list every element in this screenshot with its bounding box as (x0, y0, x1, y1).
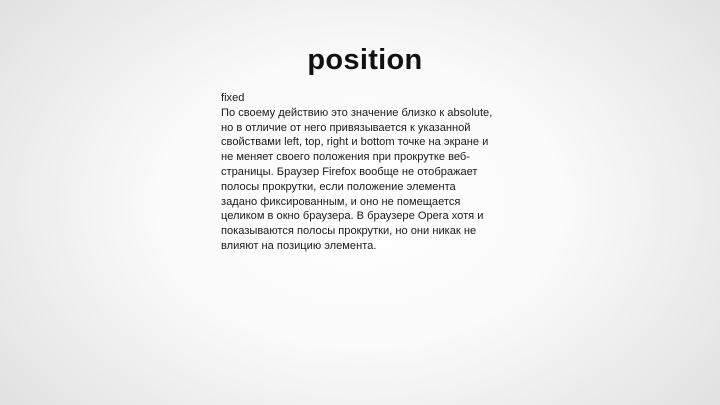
slide-body (221, 91, 493, 254)
term-description: По своему действию это значение близко к absolute, но в отличие от него привязывается к указанной свойствами left, top, right и bottom точке на экране и не меняет своего положения при прокрутке веб-страницы. Браузер Firefox вообще не отображает полосы прокрутки, если положение элемента задано фиксированным, и оно не помещается целиком в окно браузера. В браузере Opera хотя и показываются полосы прокрутки, но они никак не влияют на позицию элемента. (221, 106, 493, 252)
term-label: fixed (221, 92, 245, 104)
slide-title: position (307, 44, 423, 76)
